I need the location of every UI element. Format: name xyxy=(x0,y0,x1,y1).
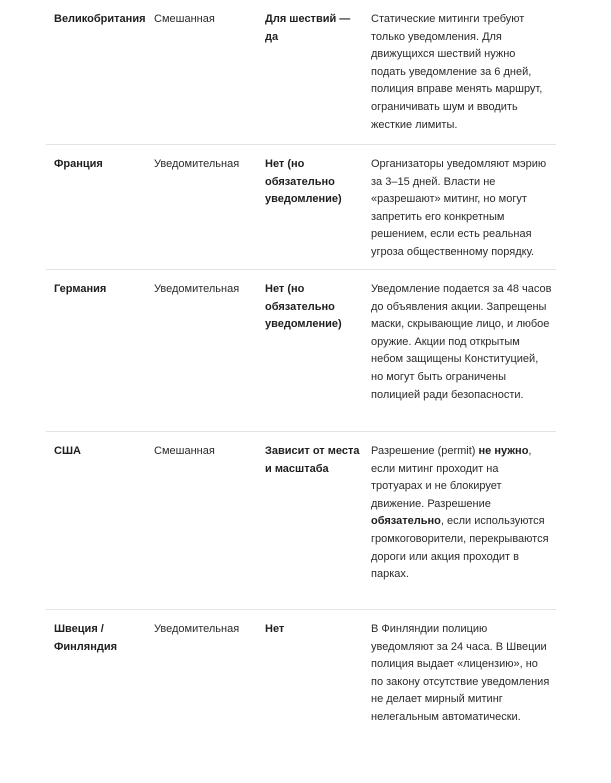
table-row xyxy=(46,610,556,780)
table-row xyxy=(46,432,556,610)
details-cell: Организаторы уведомляют мэрию за 3–15 дней. Власти не «разрешают» митинг, но могут запретить его конкретным решением, если есть реальная угроза общественному порядку. xyxy=(371,158,547,258)
country-cell: Германия xyxy=(54,283,107,295)
system-cell: Смешанная xyxy=(154,445,215,457)
country-cell: США xyxy=(54,445,81,457)
details-text: Разрешение (permit) xyxy=(371,445,479,457)
system-cell: Уведомительная xyxy=(154,283,240,295)
permission-cell: Нет (но обязательно уведомление) xyxy=(265,283,342,331)
system-cell: Уведомительная xyxy=(154,158,240,170)
permission-cell: Зависит от места и масштаба xyxy=(265,445,360,475)
details-emphasis: не нужно xyxy=(478,445,529,457)
permission-cell: Нет xyxy=(265,623,285,635)
system-cell: Смешанная xyxy=(154,13,215,25)
permission-cell: Для шествий — да xyxy=(265,13,351,43)
details-text: , если используются громкоговорители, перекрываются дороги или акция проходит в парках. xyxy=(371,515,549,581)
details-emphasis: обязательно xyxy=(371,515,441,528)
details-cell xyxy=(371,443,556,609)
permission-cell: Нет (но обязательно уведомление) xyxy=(265,158,342,206)
table-row xyxy=(46,270,556,432)
table-row xyxy=(46,0,556,145)
details-cell: Статические митинги требуют только уведомления. Для движущихся шествий нужно подать уведомление за 6 дней, полиция вправе менять маршрут, ограничивать шум и вводить жесткие лимиты. xyxy=(371,13,543,131)
comparison-table xyxy=(46,0,556,780)
country-cell: Франция xyxy=(54,158,103,170)
details-cell: В Финляндии полицию уведомляют за 24 часа. В Швеции полиция выдает «лицензию», но по закону отсутствие уведомления не делает мирный митинг нелегальным автоматически. xyxy=(371,623,550,723)
country-cell: Швеция / Финляндия xyxy=(54,623,118,653)
system-cell: Уведомительная xyxy=(154,623,240,635)
country-cell: Великобритания xyxy=(54,13,146,25)
details-text: , если митинг проходит на тротуарах и не блокирует движение. Разрешение xyxy=(371,445,532,510)
table-row xyxy=(46,145,556,270)
details-cell: Уведомление подается за 48 часов до объявления акции. Запрещены маски, скрывающие лицо, и любое оружие. Акции под открытым небом защищены Конституцией, но могут быть ограничены полицией ради безопасности. xyxy=(371,283,552,401)
